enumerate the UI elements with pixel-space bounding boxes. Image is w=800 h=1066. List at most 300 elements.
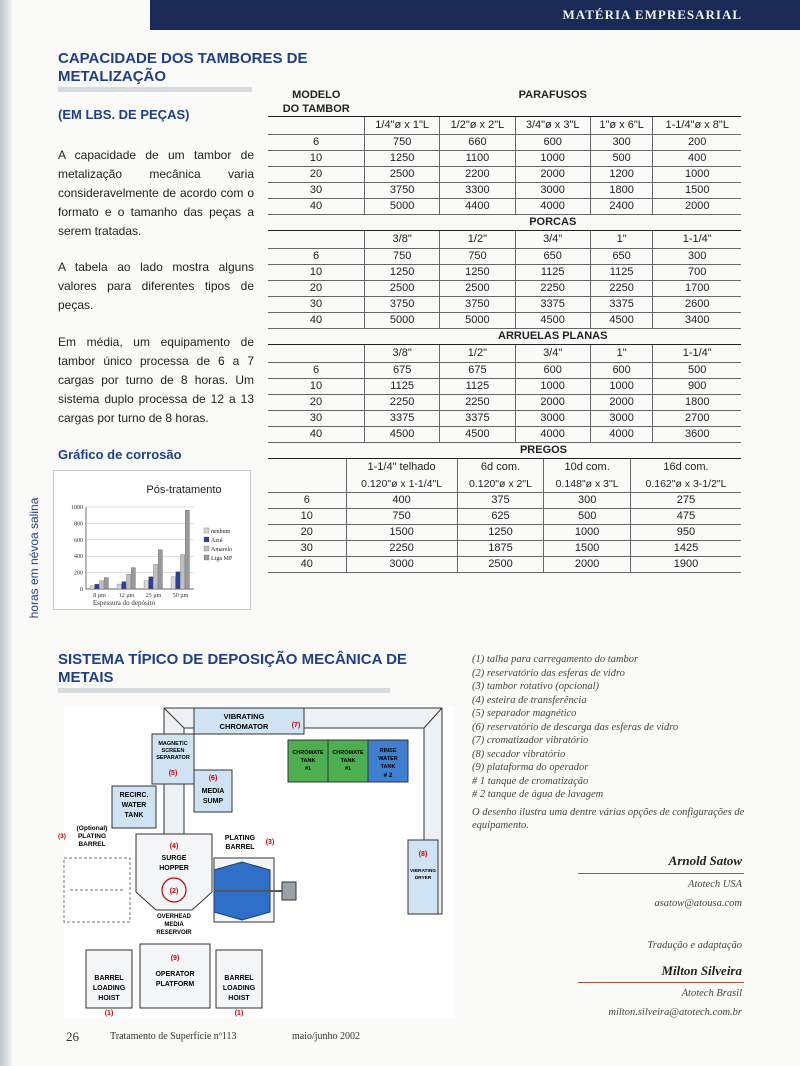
system-title-underline [58,688,390,693]
parafusos-title: PARAFUSOS [518,89,587,101]
publication-date: maio/junho 2002 [292,1031,361,1042]
table-row [268,249,741,265]
value-cell: 500 [590,151,653,167]
value-cell: 2000 [590,395,653,411]
chart-bar [181,555,185,589]
model-cell: 6 [268,135,365,151]
title-underline [58,87,252,92]
value-cell: 2600 [653,297,741,313]
chart-bar [127,574,131,589]
nail-size-header: 0.120"ø x 1-1/4"L [346,476,457,493]
paragraph-2: A tabela ao lado mostra alguns valores para diferentes tipos de peças. [58,260,254,312]
chart-bar [171,577,175,589]
value-cell: 1500 [544,541,631,557]
publication-name: Tratamento de Superfície nº113 [110,1031,237,1042]
value-cell: 300 [653,249,741,265]
hopper-label: HOPPER [159,865,189,872]
value-cell: 2250 [365,395,440,411]
table-row [268,557,741,573]
nail-size-row [268,476,741,493]
n1-left-label: (1) [104,1010,114,1017]
parafusos-table [268,88,741,443]
plating-right-label: PLATING [224,835,256,842]
value-cell: 600 [515,363,590,379]
model-cell: 10 [268,379,365,395]
legend-note: O desenho ilustra uma dentre várias opções de configurações de equipamento. [472,806,745,831]
chart-y-title-text: horas em névoa salina [27,497,41,618]
nail-type-header: 10d com. [544,459,631,477]
chart-legend-label: Amarelo [211,547,232,553]
hoist-left-loading: LOADING [92,985,126,992]
table-row [268,363,741,379]
value-cell: 1125 [590,265,653,281]
model-cell: 40 [268,427,365,443]
value-cell: 4500 [515,313,590,329]
overhead-label: OVERHEAD [156,914,192,920]
section-title-row [268,215,741,231]
nail-type-header: 1-1/4" telhado [346,459,457,477]
model-cell: 20 [268,525,346,541]
table-top-header-2 [268,102,741,117]
nail-size-header: 0.148"ø x 3"L [544,476,631,493]
nail-type-row [268,459,741,477]
value-cell: 3000 [346,557,457,573]
chart-x-label: Espessura do depósito [92,599,156,607]
chart-bar [95,584,99,589]
value-cell: 2000 [544,557,631,573]
table-row [268,395,741,411]
translation-label: Tradução e adaptação [647,940,742,951]
chart-x-tick-label: 8 µm [93,593,106,599]
magnetic-label: MAGNETIC [158,741,188,747]
section-label: MATÉRIA EMPRESARIAL [562,7,742,22]
chart-x-tick-label: 50 µm [172,593,189,599]
table-row [268,313,741,329]
translator-email[interactable]: milton.silveira@atotech.com.br [608,1007,742,1018]
separator-label: SEPARATOR [156,755,190,761]
surge-label: SURGE [161,855,187,862]
value-cell: 3000 [590,411,653,427]
system-diagram-svg [58,706,454,1018]
header-bar [150,0,800,30]
n1-right-label: (1) [234,1010,244,1017]
value-cell: 3375 [365,411,440,427]
legend-item: (9) plataforma do operador [472,762,589,773]
model-cell: 40 [268,313,365,329]
chart-x-tick-label: 12 µm [118,593,135,599]
recirc-label: RECIRC. [119,792,149,799]
article-subtitle: (EM LBS. DE PEÇAS) [58,107,190,122]
dryer-label: DRYER [414,876,432,881]
table-row [268,199,741,215]
value-cell: 5000 [440,313,515,329]
model-cell: 6 [268,363,365,379]
media-small-label: MEDIA [164,922,184,928]
value-cell: 1000 [653,167,741,183]
value-cell: 2500 [365,167,440,183]
value-cell: 1125 [440,379,515,395]
size-header: 1" [590,345,653,363]
size-header: 1/2"ø x 2"L [440,117,515,135]
article-title-line-1: CAPACIDADE DOS TAMBORES DE [58,50,308,67]
value-cell: 2000 [515,395,590,411]
size-header: 3/4" [515,231,590,249]
author-rule [578,873,744,874]
parafusos-title-rule [365,102,742,117]
table-row [268,509,741,525]
chart-y-tick-label: 200 [74,570,83,577]
model-cell: 20 [268,167,365,183]
table-row [268,541,741,557]
value-cell: 2500 [365,281,440,297]
n7-label: (7) [291,722,301,729]
value-cell: 2000 [653,199,741,215]
section-title: ARRUELAS PLANAS [365,329,742,345]
chart-y-tick-label: 0 [80,587,83,593]
model-cell: 10 [268,151,365,167]
chart-bar [90,586,94,589]
model-cell: 30 [268,297,365,313]
value-cell: 1250 [365,265,440,281]
system-title-line-2: METAIS [58,669,114,686]
recirc-tank-label: TANK [124,812,144,819]
n2-label: (2) [169,888,179,895]
value-cell: 475 [630,509,741,525]
chart-bar [100,581,104,589]
value-cell: 2250 [515,281,590,297]
size-header: 1"ø x 6"L [590,117,653,135]
table-row [268,151,741,167]
value-cell: 3375 [515,297,590,313]
value-cell: 1425 [630,541,741,557]
hoist-left-barrel: BARREL [94,975,124,982]
hoist-right-barrel: BARREL [224,975,254,982]
value-cell: 4000 [515,199,590,215]
page-edge [0,0,12,1066]
table-row [268,493,741,509]
table-row [268,135,741,151]
screen-label: SCREEN [161,748,185,754]
value-cell: 3000 [515,411,590,427]
table-row [268,427,741,443]
size-header-row [268,345,741,363]
rinse-tank-label: TANK [380,764,396,770]
value-cell: 3375 [440,411,515,427]
chromate-tank-2-num: #1 [344,766,352,772]
n4-label: (4) [169,843,179,850]
model-cell: 6 [268,249,365,265]
chart-bar [176,572,180,589]
optional-label: (Optional) [76,825,108,832]
table-row [268,379,741,395]
value-cell: 1800 [590,183,653,199]
value-cell: 2250 [346,541,457,557]
value-cell: 500 [653,363,741,379]
chart-legend-label: Azul [211,538,223,544]
size-header-spacer [268,117,365,135]
hoist-left-hoist: HOIST [98,995,120,1002]
chart-y-tick-label: 1000 [71,505,83,511]
table-row [268,525,741,541]
chart-y-tick-label: 800 [74,521,83,528]
value-cell: 700 [653,265,741,281]
diagram-legend [472,653,747,833]
legend-item: (8) secador vibratório [472,748,566,760]
chart-bar [185,510,189,589]
model-cell: 40 [268,199,365,215]
model-cell: 30 [268,541,346,557]
value-cell: 3400 [653,313,741,329]
n6-label: (6) [208,775,218,782]
chart-bar [144,581,148,589]
value-cell: 2250 [440,395,515,411]
barrel-motor [282,882,296,900]
value-cell: 1800 [653,395,741,411]
value-cell: 1125 [515,265,590,281]
transfer-conveyor [164,784,184,834]
media-label: MEDIA [201,788,225,795]
value-cell: 1250 [457,525,544,541]
value-cell: 4000 [515,427,590,443]
value-cell: 900 [653,379,741,395]
nail-type-header: 6d com. [457,459,544,477]
vibrating-dryer-label: VIBRATING [409,869,437,874]
chart-bars [90,510,189,589]
value-cell: 1200 [590,167,653,183]
table-row [268,265,741,281]
chart-legend-swatch [204,528,209,533]
value-cell: 1000 [515,379,590,395]
value-cell: 1875 [457,541,544,557]
value-cell: 750 [365,135,440,151]
value-cell: 4500 [440,427,515,443]
chart-bar [122,582,126,589]
size-header: 3/4" [515,345,590,363]
model-cell: 20 [268,395,365,411]
system-diagram [58,706,454,1018]
size-header: 1-1/4"ø x 8"L [653,117,741,135]
value-cell: 2000 [515,167,590,183]
rinse-num: # 2 [383,772,393,779]
value-cell: 650 [590,249,653,265]
corrosion-chart [53,470,251,610]
nail-header-spacer [268,459,346,477]
size-header: 3/8" [365,231,440,249]
system-title-line-1: SISTEMA TÍPICO DE DEPOSIÇÃO MECÂNICA DE [58,651,407,668]
capacity-tables [268,88,741,573]
size-header: 1-1/4" [653,231,741,249]
value-cell: 660 [440,135,515,151]
chart-legend [204,528,233,562]
barrel-right-label: BARREL [225,844,255,851]
size-header: 1/2" [440,231,515,249]
chart-bar [149,577,153,589]
value-cell: 500 [544,509,631,525]
parafusos-body [268,117,741,215]
value-cell: 400 [346,493,457,509]
size-header: 3/4"ø x 3"L [515,117,590,135]
chart-legend-swatch [204,546,209,551]
value-cell: 1250 [440,265,515,281]
paragraph-3: Em média, um equipamento de tambor único processa de 6 a 7 cargas por turno de 8 horas. Um sistema duplo processa de 12 a 13 cargas por turno de 8 horas. [58,335,254,425]
chart-y-tick-label: 400 [74,554,83,561]
value-cell: 1100 [440,151,515,167]
size-header-spacer [268,231,365,249]
chromate-tank-1-label: CHROMATE [292,750,324,756]
chart-legend-label: Liga MP [211,556,233,562]
n8-label: (8) [418,851,428,858]
value-cell: 200 [653,135,741,151]
sump-label: SUMP [202,798,224,805]
vibrating-label: VIBRATING [223,712,265,721]
chart-y-title [22,480,46,635]
value-cell: 5000 [365,313,440,329]
section-title-spacer [268,443,346,459]
arruelas-body [268,329,741,443]
chromate-tank-2-tank: TANK [340,758,356,764]
value-cell: 1500 [653,183,741,199]
rinse-water-label: WATER [378,756,398,762]
value-cell: 675 [440,363,515,379]
chart-bar [154,564,158,589]
legend-item: (2) reservatório das esferas de vidro [472,667,625,679]
legend-item: (6) reservatório de descarga das esferas de vidro [472,721,679,733]
table-top-header [268,88,741,102]
size-header-spacer [268,345,365,363]
article-title-line-2: METALIZAÇÃO [58,68,167,85]
system-title [58,651,407,687]
nail-size-header: 0.120"ø x 2"L [457,476,544,493]
table-row [268,411,741,427]
nail-size-spacer [268,476,346,493]
size-header: 1/2" [440,345,515,363]
value-cell: 4500 [365,427,440,443]
hoist-right-hoist: HOIST [228,995,250,1002]
author-email[interactable]: asatow@atousa.com [654,898,742,909]
value-cell: 1000 [544,525,631,541]
n9-label: (9) [170,955,180,962]
value-cell: 4400 [440,199,515,215]
value-cell: 3375 [590,297,653,313]
value-cell: 3750 [365,297,440,313]
chart-bar [131,568,135,589]
value-cell: 1000 [590,379,653,395]
model-cell: 30 [268,183,365,199]
model-cell: 20 [268,281,365,297]
corrosion-chart-svg [54,471,250,609]
nail-type-header: 16d com. [630,459,741,477]
rinse-label: RINSE [379,748,397,754]
value-cell: 750 [346,509,457,525]
value-cell: 1900 [630,557,741,573]
size-header-row [268,231,741,249]
chart-bar [158,550,162,589]
n3-right-label: (3) [265,839,275,846]
legend-item: # 2 tanque de água de lavagem [472,789,604,800]
model-cell: 40 [268,557,346,573]
value-cell: 300 [590,135,653,151]
chart-x-tick-label: 25 µm [145,593,162,599]
section-title-spacer [268,215,365,231]
table-row [268,183,741,199]
platform-label: PLATFORM [155,981,195,988]
section-title-row [268,329,741,345]
author-name: Arnold Satow [668,853,742,868]
translator-company: Atotech Brasil [681,988,742,999]
legend-item: (7) cromatizador vibratório [472,735,589,746]
value-cell: 3300 [440,183,515,199]
chart-bar [117,584,121,589]
pregos-table [268,443,741,573]
model-cell: 30 [268,411,365,427]
chromator-label: CHROMATOR [219,722,269,731]
chart-title: Pós-tratamento [146,484,222,496]
section-title: PREGOS [346,443,741,459]
nail-size-header: 0.162"ø x 3-1/2"L [630,476,741,493]
value-cell: 625 [457,509,544,525]
hoist-right-loading: LOADING [222,985,256,992]
model-label-1: MODELO [292,89,341,101]
model-cell: 10 [268,265,365,281]
page-number: 26 [66,1029,79,1044]
paragraph-1: A capacidade de um tambor de metalização mecânica varia consideravelmente de acordo com o formato e o tamanho das peças a serem tratadas. [58,148,254,238]
chart-heading: Gráfico de corrosão [58,447,182,462]
value-cell: 750 [440,249,515,265]
translator-rule [578,982,744,983]
chromate-tank-1-tank: TANK [300,758,316,764]
chart-legend-swatch [204,537,209,542]
author-company: Atotech USA [688,879,742,890]
value-cell: 675 [365,363,440,379]
barrel-left-label: BARREL [78,841,106,848]
table-row [268,281,741,297]
value-cell: 600 [515,135,590,151]
value-cell: 2500 [457,557,544,573]
legend-item: (3) tambor rotativo (opcional) [472,681,600,692]
porcas-body [268,215,741,329]
value-cell: 2500 [440,281,515,297]
section-title: PORCAS [365,215,742,231]
value-cell: 3600 [653,427,741,443]
value-cell: 275 [630,493,741,509]
model-cell: 10 [268,509,346,525]
value-cell: 1250 [365,151,440,167]
value-cell: 375 [457,493,544,509]
value-cell: 1700 [653,281,741,297]
chart-y-tick-label: 600 [74,537,83,544]
plating-left-label: PLATING [77,833,107,840]
value-cell: 950 [630,525,741,541]
chromate-tank-2-label: CHROMATE [332,750,364,756]
chart-legend-label: nenhum [211,529,231,535]
value-cell: 4000 [590,427,653,443]
legend-item: (1) talha para carregamento do tambor [472,654,639,665]
value-cell: 400 [653,151,741,167]
recirc-water-label: WATER [121,802,147,809]
value-cell: 2700 [653,411,741,427]
n5-label: (5) [168,770,178,777]
size-header: 1-1/4" [653,345,741,363]
size-header: 3/8" [365,345,440,363]
chart-legend-swatch [204,555,209,560]
table-row [268,167,741,183]
size-header: 1" [590,231,653,249]
value-cell: 3750 [440,297,515,313]
operator-label: OPERATOR [155,971,195,978]
value-cell: 300 [544,493,631,509]
value-cell: 4500 [590,313,653,329]
value-cell: 2250 [590,281,653,297]
